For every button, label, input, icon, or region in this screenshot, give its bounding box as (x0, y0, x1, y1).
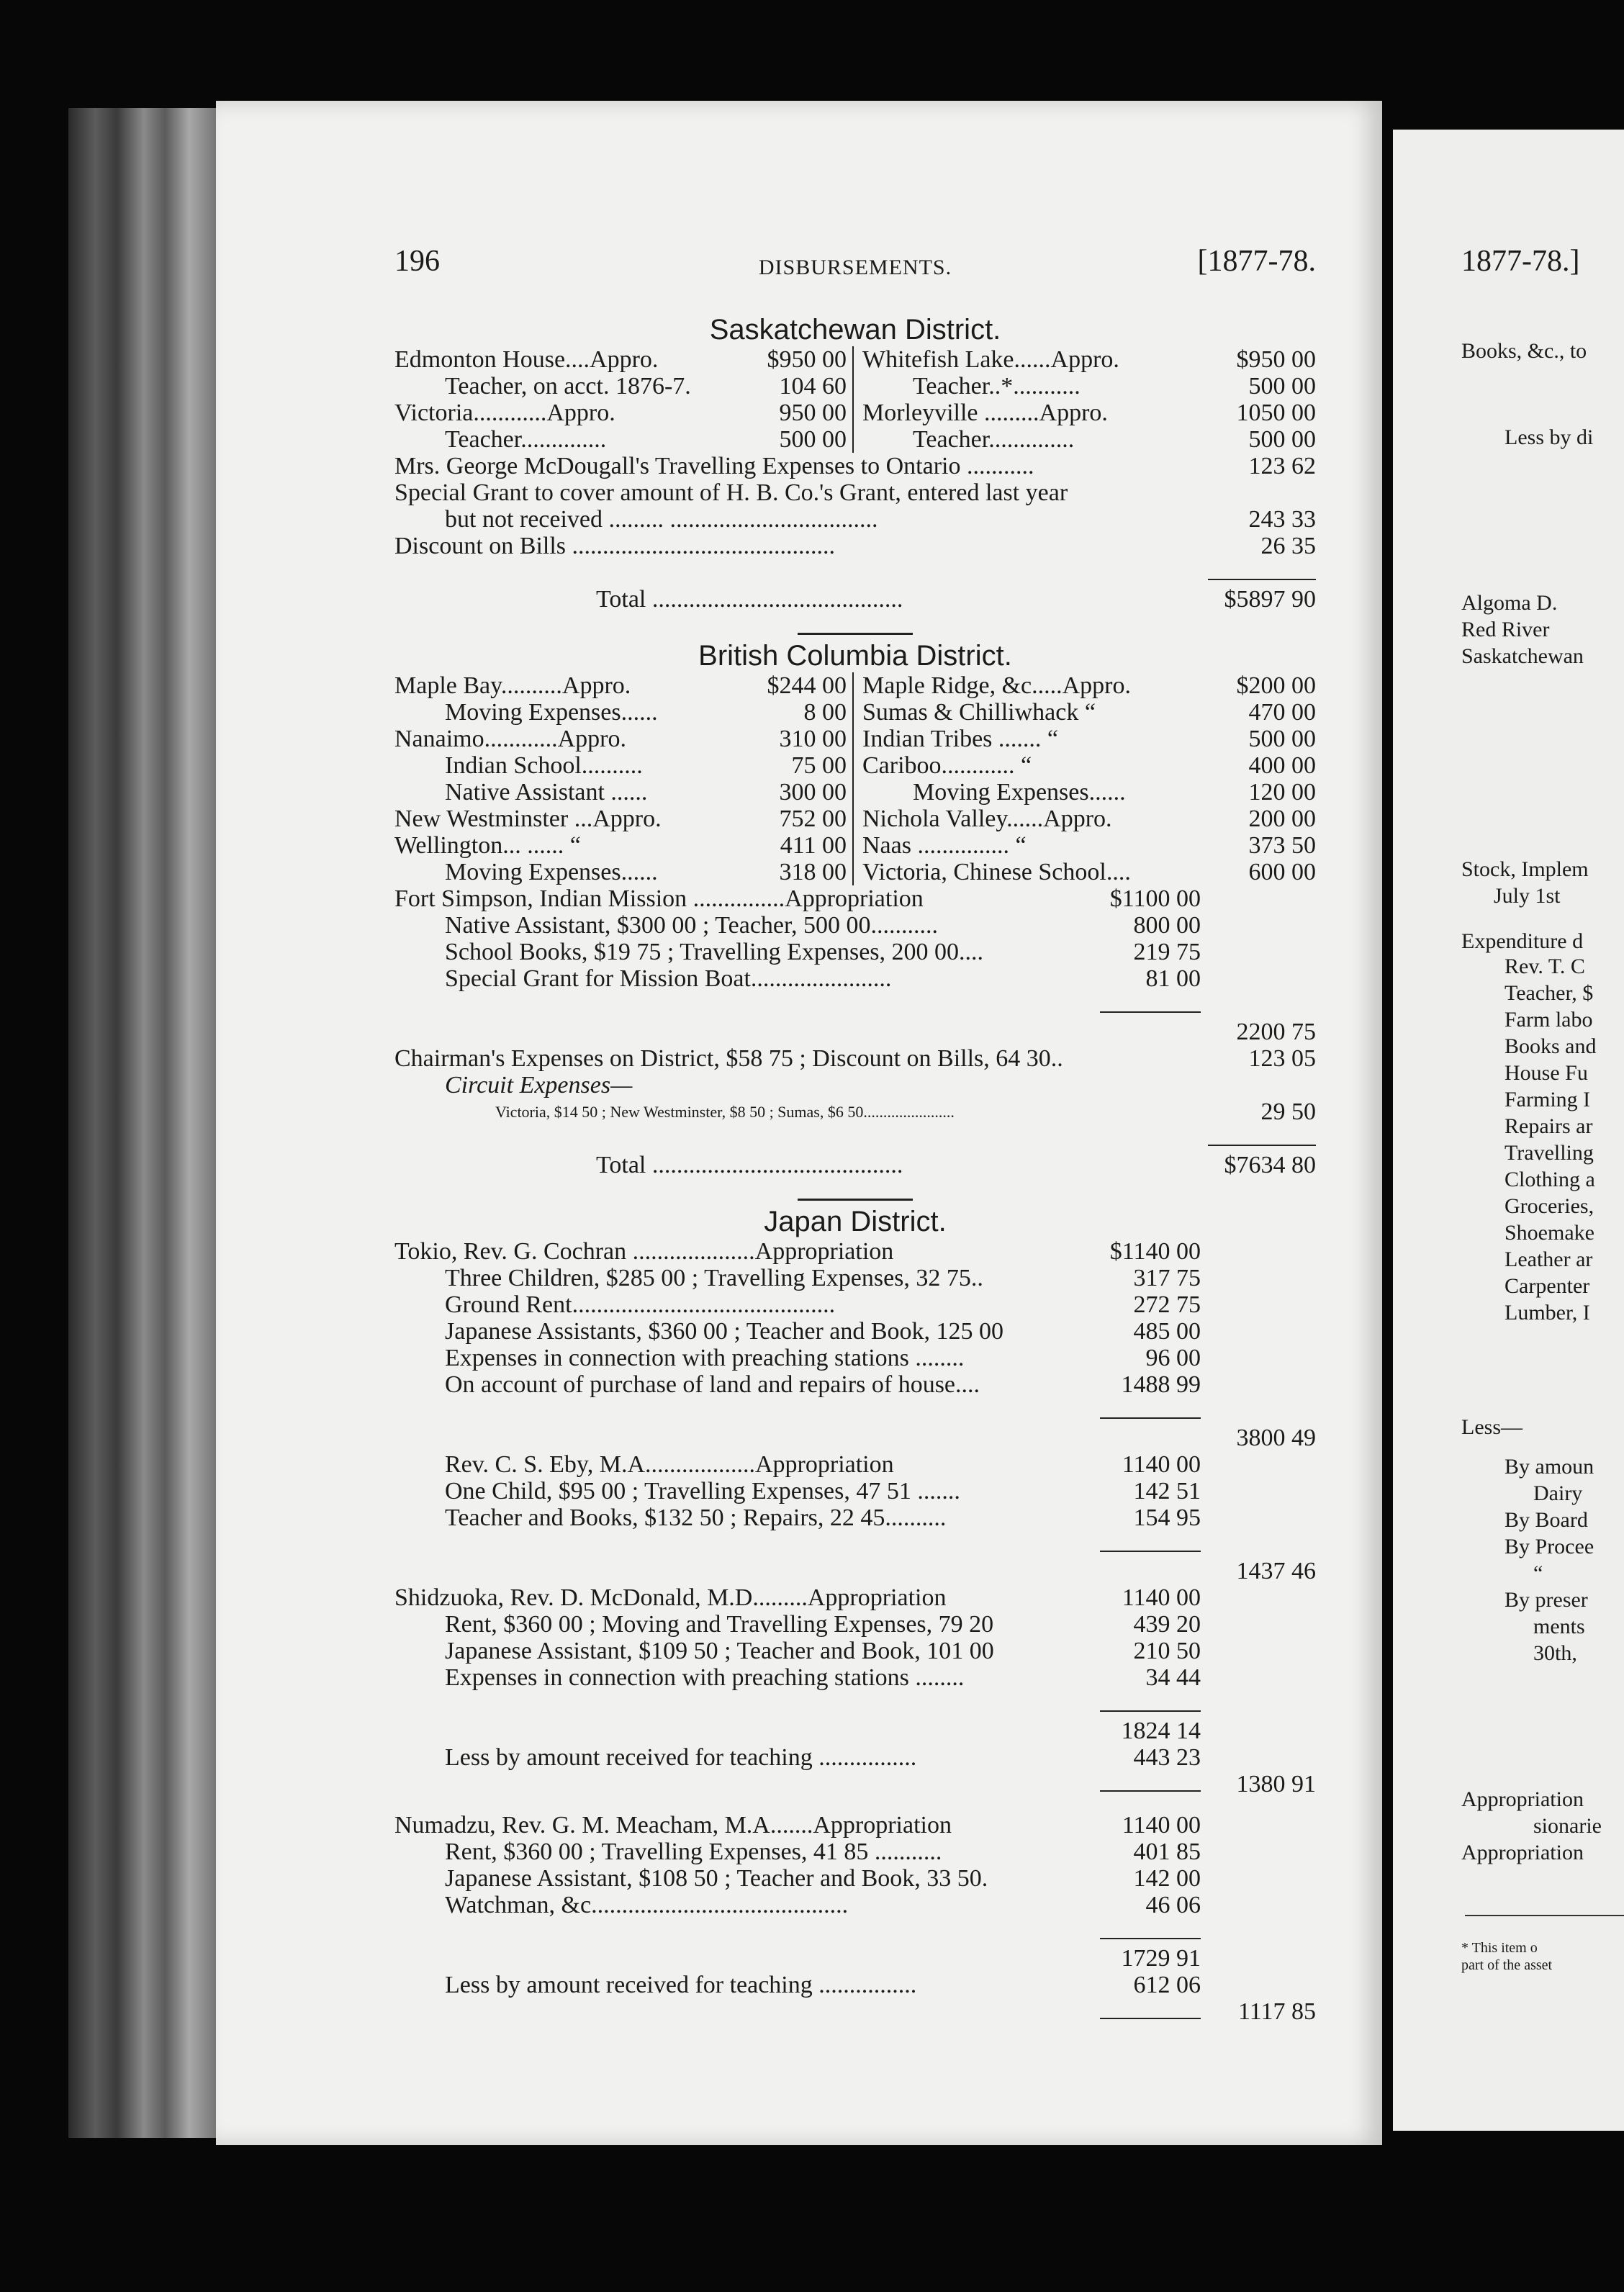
list-item (394, 1318, 1316, 1345)
right-page-line: Carpenter (1505, 1274, 1590, 1298)
right-page-line: House Fu (1505, 1061, 1588, 1085)
row-amount: 310 00 (779, 726, 847, 752)
saskatchewan-total-rule (394, 559, 1316, 586)
list-item (394, 1345, 1316, 1371)
row-label: Nanaimo............Appro. (394, 726, 627, 752)
line-spacer (1201, 1865, 1316, 1892)
list-item (394, 1638, 1316, 1664)
footnote-line-1: * This item o (1461, 1940, 1538, 1956)
numadzu-rule (394, 1918, 1316, 1945)
line-spacer (1201, 965, 1316, 992)
row-amount: 120 00 (1248, 779, 1316, 806)
circuit-heading-row (394, 1072, 1316, 1098)
line-label: Watchman, &c.......................................... (445, 1892, 849, 1918)
bc-total-rule (394, 1125, 1316, 1152)
line-amount: 81 00 (1145, 965, 1201, 992)
row-label: Wellington... ...... “ (394, 832, 581, 859)
eby-row (394, 1451, 1316, 1478)
line-amount: 272 75 (1133, 1291, 1201, 1318)
section-divider (798, 1199, 913, 1201)
table-row (394, 779, 852, 806)
row-label: Victoria, Chinese School.... (862, 859, 1131, 885)
left-page-content (394, 245, 1316, 2025)
row-amount: $950 00 (1236, 346, 1316, 373)
line-spacer (1201, 1371, 1316, 1398)
circuit-line-row (394, 1098, 1316, 1125)
line-amount: 210 50 (1133, 1638, 1201, 1664)
table-row (862, 346, 1316, 373)
right-page-line: Rev. T. C (1505, 955, 1585, 978)
row-label: Morleyville .........Appro. (862, 400, 1108, 426)
british-columbia-total: $7634 80 (1224, 1152, 1316, 1178)
table-row (862, 779, 1316, 806)
total-label: Total ......................................... (596, 586, 903, 613)
line-label: On account of purchase of land and repairs of house.... (445, 1371, 980, 1398)
row-amount: 411 00 (780, 832, 847, 859)
section-divider (798, 633, 913, 635)
right-page-line: Stock, Implem (1461, 857, 1589, 881)
table-row (862, 373, 1316, 400)
line-spacer (1201, 939, 1316, 965)
table-row (862, 400, 1316, 426)
row-label: Whitefish Lake......Appro. (862, 346, 1119, 373)
numadzu-total-row (394, 1998, 1316, 2025)
shidzuoka-less-label: Less by amount received for teaching ................ (445, 1744, 917, 1771)
line-spacer (1201, 1291, 1316, 1318)
list-item (394, 1892, 1316, 1918)
line-amount: 317 75 (1133, 1265, 1201, 1291)
row-label: Naas ............... “ (862, 832, 1027, 859)
right-page-line: Less by di (1505, 425, 1594, 449)
row-amount: 500 00 (1248, 726, 1316, 752)
right-page-line: Appropriation (1461, 1841, 1584, 1864)
list-item (394, 939, 1316, 965)
fort-simpson-row (394, 885, 1316, 912)
table-row (862, 672, 1316, 699)
fort-simpson-rule (394, 992, 1316, 1019)
numadzu-lines (394, 1838, 1316, 1918)
row-label: New Westminster ...Appro. (394, 806, 662, 832)
line-amount: 219 75 (1133, 939, 1201, 965)
tokio-rule (394, 1398, 1316, 1425)
right-page-line: Red River (1461, 618, 1550, 641)
line-spacer (1201, 912, 1316, 939)
row-amount: 318 00 (779, 859, 847, 885)
table-row (394, 426, 852, 453)
row-amount: 75 00 (791, 752, 847, 779)
list-item (394, 1478, 1316, 1504)
row-label: Native Assistant ...... (445, 779, 648, 806)
shidzuoka-total: 1380 91 (1236, 1771, 1316, 1797)
total-label: Total ......................................... (596, 1152, 903, 1178)
line-amount: 123 62 (1248, 453, 1316, 479)
numadzu-label: Numadzu, Rev. G. M. Meacham, M.A.......Appropriation (394, 1812, 952, 1838)
row-label: Teacher.............. (445, 426, 607, 453)
saskatchewan-left-column (394, 346, 854, 453)
right-page-line: Dairy (1533, 1481, 1583, 1505)
list-item (394, 533, 1316, 559)
line-spacer (1201, 1478, 1316, 1504)
line-label: Special Grant to cover amount of H. B. Co.'s Grant, entered last year (394, 479, 1068, 506)
line-amount: 142 00 (1133, 1865, 1201, 1892)
line-label: but not received ......... .................................. (445, 506, 878, 533)
line-amount: 243 33 (1248, 506, 1316, 533)
list-item (394, 1371, 1316, 1398)
table-row (862, 726, 1316, 752)
list-item (394, 1291, 1316, 1318)
chairman-amount: 123 05 (1248, 1045, 1316, 1072)
right-page-line: Shoemake (1505, 1221, 1594, 1245)
saskatchewan-total-row (394, 586, 1316, 613)
eby-amount: 1140 00 (1122, 1451, 1201, 1478)
shidzuoka-rule (394, 1691, 1316, 1718)
row-label: Teacher..*........... (913, 373, 1081, 400)
right-page-line: ments (1533, 1615, 1585, 1638)
row-amount: $950 00 (767, 346, 847, 373)
list-item (394, 1611, 1316, 1638)
right-page-line: Books, &c., to (1461, 339, 1587, 363)
line-amount: 401 85 (1133, 1838, 1201, 1865)
book-edge (68, 108, 220, 2138)
shidzuoka-label: Shidzuoka, Rev. D. McDonald, M.D.........Appropriation (394, 1584, 947, 1611)
row-amount: 400 00 (1248, 752, 1316, 779)
row-amount: 373 50 (1248, 832, 1316, 859)
chairman-row (394, 1045, 1316, 1072)
list-item (394, 912, 1316, 939)
eby-rule (394, 1531, 1316, 1558)
row-label: Maple Bay..........Appro. (394, 672, 631, 699)
table-row (394, 699, 852, 726)
line-label: Expenses in connection with preaching stations ........ (445, 1345, 965, 1371)
line-label: School Books, $19 75 ; Travelling Expenses, 200 00.... (445, 939, 984, 965)
list-item (394, 479, 1316, 506)
line-amount: 34 44 (1145, 1664, 1201, 1691)
table-row (394, 726, 852, 752)
british-columbia-left-column (394, 672, 854, 885)
fort-simpson-amount: $1100 00 (1109, 885, 1201, 912)
tokio-total-row (394, 1425, 1316, 1451)
line-spacer (1201, 1318, 1316, 1345)
line-amount: 142 51 (1133, 1478, 1201, 1504)
table-row (394, 400, 852, 426)
shidzuoka-amount: 1140 00 (1122, 1584, 1201, 1611)
tokio-amount: $1140 00 (1109, 1238, 1201, 1265)
line-spacer (1201, 1611, 1316, 1638)
fort-simpson-total-row (394, 1019, 1316, 1045)
row-amount: 500 00 (1248, 373, 1316, 400)
row-label: Teacher, on acct. 1876-7. (445, 373, 691, 400)
shidzuoka-lines (394, 1611, 1316, 1691)
saskatchewan-lines (394, 453, 1316, 559)
table-row (394, 806, 852, 832)
row-amount: 104 60 (779, 373, 847, 400)
line-label: Native Assistant, $300 00 ; Teacher, 500 00........... (445, 912, 938, 939)
table-row (862, 699, 1316, 726)
shidzuoka-row (394, 1584, 1316, 1611)
row-label: Moving Expenses...... (913, 779, 1126, 806)
japan-heading: Japan District. (764, 1206, 947, 1237)
saskatchewan-total: $5897 90 (1224, 586, 1316, 613)
list-item (394, 965, 1316, 992)
line-spacer (1201, 1664, 1316, 1691)
circuit-expenses-detail: Victoria, $14 50 ; New Westminster, $8 50 ; Sumas, $6 50....................... (495, 1103, 955, 1121)
saskatchewan-table (394, 346, 1316, 453)
tokio-label: Tokio, Rev. G. Cochran ....................Appropriation (394, 1238, 894, 1265)
line-amount: 46 06 (1145, 1892, 1201, 1918)
circuit-expenses-label: Circuit Expenses— (445, 1072, 633, 1098)
shidzuoka-subtotal: 1824 14 (1121, 1718, 1201, 1744)
right-page-line: Lumber, I (1505, 1301, 1590, 1325)
line-spacer (1201, 1345, 1316, 1371)
british-columbia-right-column (854, 672, 1316, 885)
chairman-label: Chairman's Expenses on District, $58 75 ; Discount on Bills, 64 30.. (394, 1045, 1063, 1072)
fort-simpson-total: 2200 75 (1236, 1019, 1316, 1045)
table-row (862, 832, 1316, 859)
right-page-line: By Board (1505, 1508, 1588, 1532)
line-label: Three Children, $285 00 ; Travelling Expenses, 32 75.. (445, 1265, 983, 1291)
row-amount: 200 00 (1248, 806, 1316, 832)
footnote-rule (1465, 1915, 1624, 1916)
row-label: Nichola Valley......Appro. (862, 806, 1112, 832)
right-page-line: July 1st (1494, 884, 1561, 908)
line-label: Ground Rent........................................... (445, 1291, 836, 1318)
line-label: Japanese Assistants, $360 00 ; Teacher and Book, 125 00 (445, 1318, 1004, 1345)
list-item (394, 453, 1316, 479)
line-label: One Child, $95 00 ; Travelling Expenses, 47 51 ....... (445, 1478, 960, 1504)
row-amount: 500 00 (1248, 426, 1316, 453)
list-item (394, 1504, 1316, 1531)
list-item (394, 1838, 1316, 1865)
british-columbia-table (394, 672, 1316, 885)
right-page-line: Appropriation (1461, 1787, 1584, 1811)
line-spacer (1201, 1892, 1316, 1918)
tokio-row (394, 1238, 1316, 1265)
right-page-line: Expenditure d (1461, 929, 1584, 953)
shidzuoka-total-row (394, 1771, 1316, 1797)
right-page-line: sionarie (1533, 1814, 1602, 1838)
row-amount: 752 00 (779, 806, 847, 832)
row-amount: $200 00 (1236, 672, 1316, 699)
right-page-line: Less— (1461, 1415, 1522, 1439)
line-amount: 485 00 (1133, 1318, 1201, 1345)
line-label: Teacher and Books, $132 50 ; Repairs, 22 45.......... (445, 1504, 947, 1531)
row-label: Maple Ridge, &c.....Appro. (862, 672, 1131, 699)
right-page-line: Repairs ar (1505, 1114, 1593, 1138)
row-label: Victoria............Appro. (394, 400, 615, 426)
numadzu-subtotal: 1729 91 (1121, 1945, 1201, 1972)
shidzuoka-less-amount: 443 23 (1133, 1744, 1201, 1771)
line-label: Expenses in connection with preaching stations ........ (445, 1664, 965, 1691)
table-row (394, 752, 852, 779)
numadzu-total: 1117 85 (1238, 1998, 1316, 2025)
line-amount: 26 35 (1260, 533, 1316, 559)
line-label: Special Grant for Mission Boat....................... (445, 965, 892, 992)
table-row (394, 373, 852, 400)
eby-total-row (394, 1558, 1316, 1584)
row-label: Cariboo............ “ (862, 752, 1032, 779)
right-page-line: Groceries, (1505, 1194, 1594, 1218)
right-page-line: Algoma D. (1461, 591, 1558, 615)
line-amount: 96 00 (1145, 1345, 1201, 1371)
row-label: Sumas & Chilliwhack “ (862, 699, 1096, 726)
tokio-total: 3800 49 (1236, 1425, 1316, 1451)
right-page-line: 30th, (1533, 1641, 1577, 1665)
row-amount: 1050 00 (1236, 400, 1316, 426)
eby-label: Rev. C. S. Eby, M.A..................Appropriation (445, 1451, 894, 1478)
row-label: Teacher.............. (913, 426, 1075, 453)
line-spacer (1201, 1265, 1316, 1291)
numadzu-amount: 1140 00 (1122, 1812, 1201, 1838)
bc-total-row (394, 1152, 1316, 1178)
list-item (394, 506, 1316, 533)
row-amount: 600 00 (1248, 859, 1316, 885)
right-page-line: Saskatchewan (1461, 644, 1584, 668)
list-item (394, 1265, 1316, 1291)
table-row (862, 426, 1316, 453)
right-page-line: “ (1533, 1561, 1543, 1585)
row-label: Moving Expenses...... (445, 859, 658, 885)
row-amount: 950 00 (779, 400, 847, 426)
table-row (862, 752, 1316, 779)
right-page-line: By preser (1505, 1588, 1588, 1612)
page-header (394, 245, 1316, 289)
row-label: Indian School.......... (445, 752, 643, 779)
line-label: Rent, $360 00 ; Travelling Expenses, 41 85 ........... (445, 1838, 942, 1865)
right-page-line: Farm labo (1505, 1008, 1593, 1032)
right-page-line: Clothing a (1505, 1168, 1595, 1191)
row-amount: 300 00 (779, 779, 847, 806)
line-label: Japanese Assistant, $108 50 ; Teacher and Book, 33 50. (445, 1865, 988, 1892)
right-page-line: Books and (1505, 1034, 1597, 1058)
british-columbia-heading: British Columbia District. (698, 640, 1012, 672)
table-row (862, 806, 1316, 832)
list-item (394, 1664, 1316, 1691)
line-label: Discount on Bills ........................................... (394, 533, 836, 559)
fort-simpson-lines (394, 912, 1316, 992)
line-label: Mrs. George McDougall's Travelling Expenses to Ontario ........... (394, 453, 1034, 479)
line-spacer (1201, 1638, 1316, 1664)
line-spacer (1201, 1504, 1316, 1531)
running-title: DISBURSEMENTS. (758, 256, 952, 279)
row-amount: $244 00 (767, 672, 847, 699)
table-row (862, 859, 1316, 885)
row-amount: 8 00 (803, 699, 847, 726)
right-page-line: Travelling (1505, 1141, 1594, 1165)
numadzu-row (394, 1812, 1316, 1838)
numadzu-subtotal-row (394, 1945, 1316, 1972)
saskatchewan-heading: Saskatchewan District. (709, 314, 1001, 346)
footnote-line-2: part of the asset (1461, 1957, 1553, 1973)
line-amount: 1488 99 (1121, 1371, 1201, 1398)
fort-simpson-label: Fort Simpson, Indian Mission ...............Appropriation (394, 885, 924, 912)
table-row (394, 672, 852, 699)
numadzu-less-row (394, 1972, 1316, 1998)
tokio-lines (394, 1265, 1316, 1398)
year-range: [1877-78. (1197, 245, 1316, 278)
line-amount: 154 95 (1133, 1504, 1201, 1531)
line-amount: 800 00 (1133, 912, 1201, 939)
table-row (394, 346, 852, 373)
right-page-line: Farming I (1505, 1088, 1591, 1111)
row-label: Moving Expenses...... (445, 699, 658, 726)
line-label: Rent, $360 00 ; Moving and Travelling Expenses, 79 20 (445, 1611, 994, 1638)
right-page-line: Teacher, $ (1505, 981, 1594, 1005)
table-row (394, 859, 852, 885)
right-page-line: By amoun (1505, 1455, 1594, 1479)
eby-lines (394, 1478, 1316, 1531)
line-label: Japanese Assistant, $109 50 ; Teacher and Book, 101 00 (445, 1638, 994, 1664)
right-page-line: Leather ar (1505, 1247, 1593, 1271)
row-label: Edmonton House....Appro. (394, 346, 659, 373)
page-number: 196 (394, 245, 440, 278)
circuit-expenses-amount: 29 50 (1260, 1098, 1316, 1125)
shidzuoka-subtotal-row (394, 1718, 1316, 1744)
saskatchewan-right-column (854, 346, 1316, 453)
row-amount: 470 00 (1248, 699, 1316, 726)
right-page-line: By Procee (1505, 1535, 1594, 1558)
line-amount (1201, 479, 1316, 506)
numadzu-less-amount: 612 06 (1133, 1972, 1201, 1998)
eby-total: 1437 46 (1236, 1558, 1316, 1584)
list-item (394, 1865, 1316, 1892)
row-label: Indian Tribes ....... “ (862, 726, 1058, 752)
row-amount: 500 00 (779, 426, 847, 453)
line-amount: 439 20 (1133, 1611, 1201, 1638)
right-page-year: 1877-78.] (1461, 245, 1580, 278)
shidzuoka-less-row (394, 1744, 1316, 1771)
line-spacer (1201, 1838, 1316, 1865)
numadzu-less-label: Less by amount received for teaching ................ (445, 1972, 917, 1998)
table-row (394, 832, 852, 859)
